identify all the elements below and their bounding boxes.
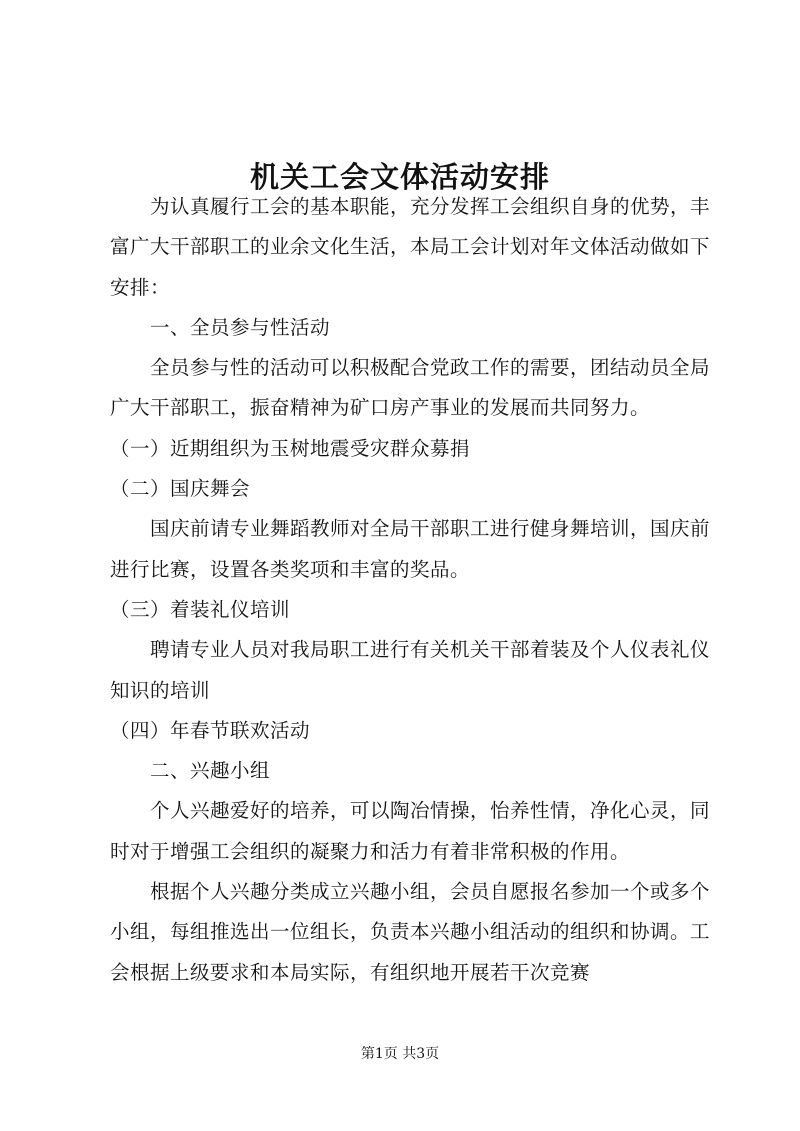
subsection-heading-4: （四）年春节联欢活动	[110, 718, 311, 742]
document-title: 机关工会文体活动安排	[249, 160, 550, 195]
section-2-paragraph-1: 个人兴趣爱好的培养，可以陶冶情操，怡养性情，净化心灵，同时对于增强工会组织的凝聚力和活力有着非常积极的作用。	[110, 799, 711, 863]
subsection-heading-1: （一）近期组织为玉树地震受灾群众募捐	[110, 436, 471, 460]
section-1-paragraph: 全员参与性的活动可以积极配合党政工作的需要，团结动员全局广大干部职工，振奋精神为矿口房产事业的发展而共同努力。	[110, 356, 711, 420]
section-heading-1: 一、全员参与性活动	[150, 315, 331, 339]
page-footer: 第1页 共3页	[360, 1046, 440, 1062]
subsection-3-paragraph: 聘请专业人员对我局职工进行有关机关干部着装及个人仪表礼仪知识的培训	[110, 638, 711, 702]
subsection-heading-3: （三）着装礼仪培训	[110, 597, 291, 621]
section-heading-2: 二、兴趣小组	[150, 759, 271, 783]
section-2-paragraph-2: 根据个人兴趣分类成立兴趣小组，会员自愿报名参加一个或多个小组，每组推选出一位组长，负责本兴趣小组活动的组织和协调。工会根据上级要求和本局实际，有组织地开展若干次竞赛	[110, 880, 711, 984]
subsection-2-paragraph: 国庆前请专业舞蹈教师对全局干部职工进行健身舞培训，国庆前进行比赛，设置各类奖项和丰富的奖品。	[110, 517, 711, 581]
intro-paragraph: 为认真履行工会的基本职能，充分发挥工会组织自身的优势，丰富广大干部职工的业余文化生活，本局工会计划对年文体活动做如下安排：	[110, 195, 711, 299]
document-body	[110, 187, 710, 993]
subsection-heading-2: （二）国庆舞会	[110, 477, 251, 501]
